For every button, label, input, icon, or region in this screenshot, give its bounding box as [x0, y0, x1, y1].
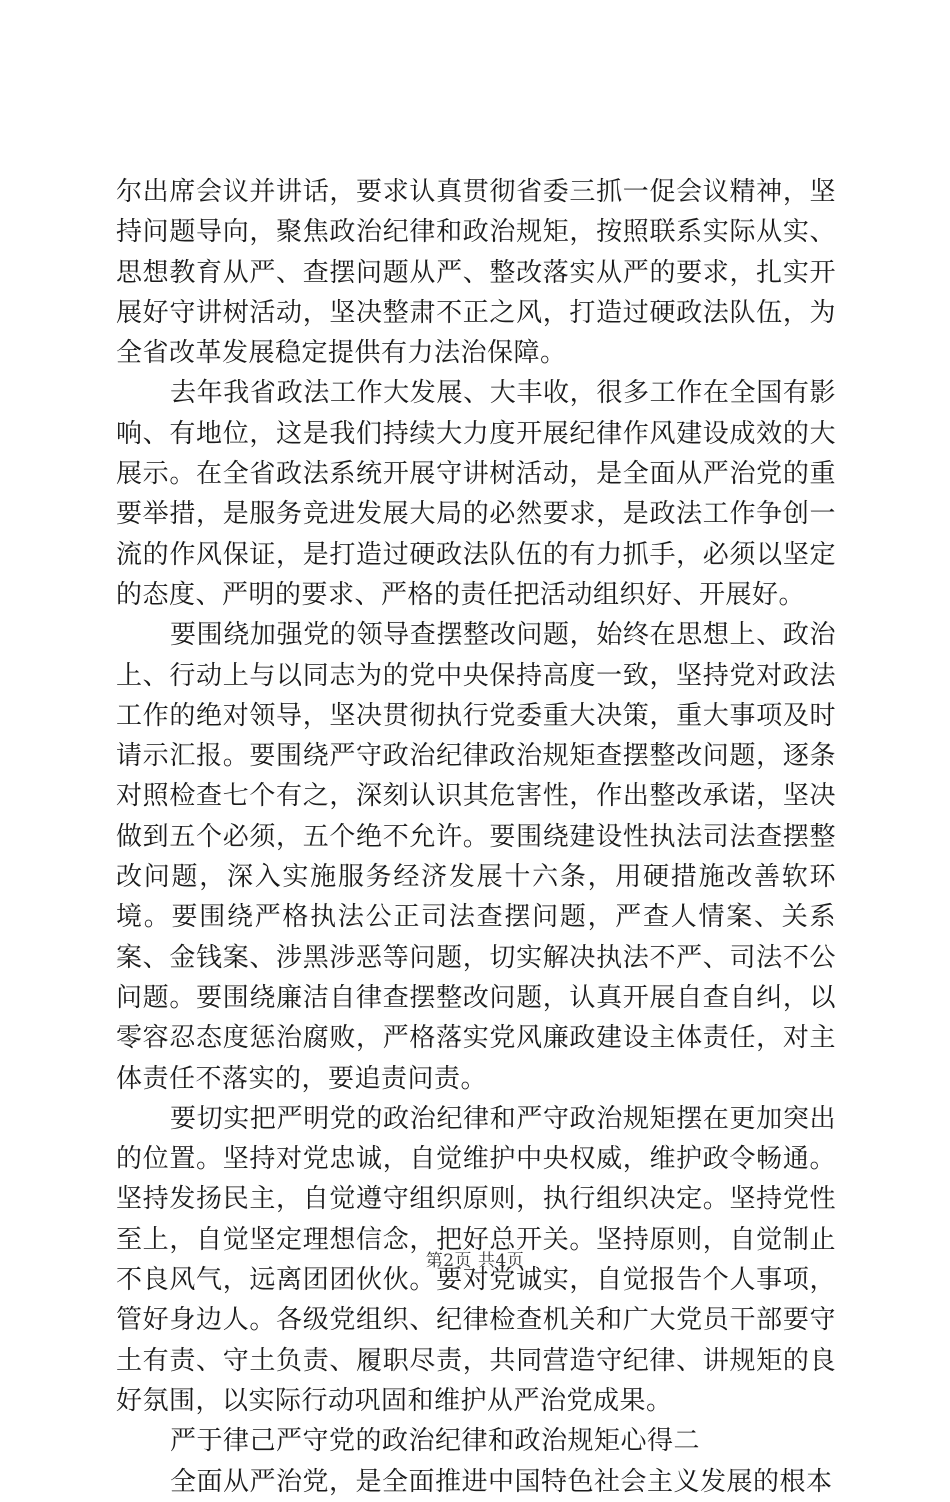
paragraph: 要围绕加强党的领导查摆整改问题，始终在思想上、政治上、行动上与以同志为的党中央保持高度一致，坚持党对政法工作的绝对领导，坚决贯彻执行党委重大决策，重大事项及时请示汇报。要围绕严守政治纪律政治规矩查摆整改问题，逐条对照检查七个有之，深刻认识其危害性，作出整改承诺，坚决做到五个必须，五个绝不允许。要围绕建设性执法司法查摆整改问题，深入实施服务经济发展十六条，用硬措施改善软环境。要围绕严格执法公正司法查摆问题，严查人情案、关系案、金钱案、涉黑涉恶等问题，切实解决执法不严、司法不公问题。要围绕廉洁自律查摆整改问题，认真开展自查自纠，以零容忍态度惩治腐败，严格落实党风廉政建设主体责任，对主体责任不落实的，要追责问责。 [116, 620, 836, 1094]
page-footer: 第2页 共4页 [425, 1251, 525, 1271]
section-heading: 严于律己严守党的政治纪律和政治规矩心得二 [170, 1426, 701, 1457]
paragraph: 全面从严治党，是全面推进中国特色社会主义发展的根本 [170, 1466, 833, 1497]
paragraph: 去年我省政法工作大发展、大丰收，很多工作在全国有影响、有地位，这是我们持续大力度开展纪律作风建设成效的大展示。在全省政法系统开展守讲树活动，是全面从严治党的重要举措，是服务竞进发展大局的必然要求，是政法工作争创一流的作风保证，是打造过硬政法队伍的有力抓手，必须以坚定的态度、严明的要求、严格的责任把活动组织好、开展好。 [116, 378, 836, 610]
document-body [116, 172, 836, 1502]
paragraph-continued: 尔出席会议并讲话，要求认真贯彻省委三抓一促会议精神，坚持问题导向，聚焦政治纪律和政治规矩，按照联系实际从实、思想教育从严、查摆问题从严、整改落实从严的要求，扎实开展好守讲树活动，坚决整肃不正之风，打造过硬政法队伍，为全省改革发展稳定提供有力法治保障。 [116, 177, 836, 369]
paragraph: 要切实把严明党的政治纪律和严守政治规矩摆在更加突出的位置。坚持对党忠诚，自觉维护中央权威，维护政令畅通。坚持发扬民主，自觉遵守组织原则，执行组织决定。坚持党性至上，自觉坚定理想信念，把好总开关。坚持原则，自觉制止不良风气，远离团团伙伙。要对党诚实，自觉报告个人事项，管好身边人。各级党组织、纪律检查机关和广大党员干部要守土有责、守土负责、履职尽责，共同营造守纪律、讲规矩的良好氛围，以实际行动巩固和维护从严治党成果。 [116, 1103, 836, 1416]
